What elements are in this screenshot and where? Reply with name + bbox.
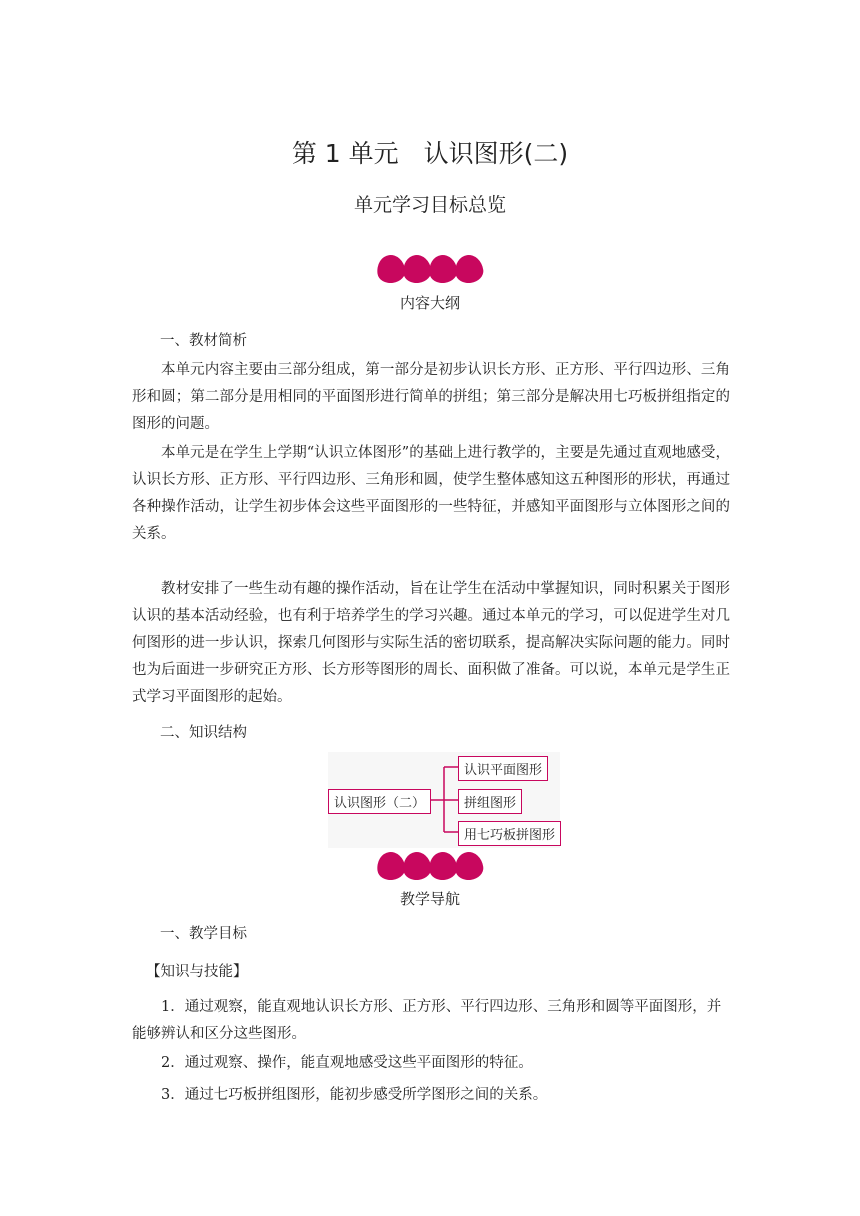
paragraph-2: 本单元是在学生上学期“认识立体图形”的基础上进行教学的，主要是先通过直观地感受，认识长方形、正方形、平行四边形、三角形和圆，使学生整体感知这五种图形的形状，再通过各种操作活动，让学生初步体会这些平面图形的一些特征，并感知平面图形与立体图形之间的关系。 [132,445,730,542]
petal-icon [375,850,407,882]
petal-icon [453,850,485,882]
diagram-root-node: 认识图形（二） [328,789,431,814]
petal-icon [375,253,407,285]
petal-ornament-1 [0,255,860,283]
paragraph-3: 教材安排了一些生动有趣的操作活动，旨在让学生在活动中掌握知识，同时积累关于图形认识的基本活动经验，也有利于培养学生的学习兴趣。通过本单元的学习，可以促进学生对几何图形的进一步认识，探索几何图形与实际生活的密切联系，提高解决实际问题的能力。同时也为后面进一步研究正方形、长方形等图形的周长、面积做了准备。可以说，本单元是学生正式学习平面图形的起始。 [132,581,730,705]
page-subtitle: 单元学习目标总览 [353,194,506,216]
section-label-outline: 内容大纲 [399,294,460,312]
diagram-branch-node: 认识平面图形 [458,756,548,781]
section-label-teaching-guide: 教学导航 [399,890,460,908]
petal-icon [401,850,433,882]
heading-teaching-goals: 一、教学目标 [160,926,247,942]
goal-item-1: 1．通过观察，能直观地认识长方形、正方形、平行四边形、三角形和圆等平面图形，并能够辨认和区分这些图形。 [132,999,722,1042]
diagram-branch-node: 用七巧板拼图形 [458,821,561,846]
knowledge-structure-diagram [328,752,560,848]
petal-ornament-2 [0,852,860,880]
petal-icon [401,253,433,285]
goal-item-3: 3．通过七巧板拼组图形，能初步感受所学图形之间的关系。 [161,1087,548,1103]
goal-item-2: 2．通过观察、操作，能直观地感受这些平面图形的特征。 [161,1055,533,1071]
paragraph-1: 本单元内容主要由三部分组成，第一部分是初步认识长方形、正方形、平行四边形、三角形和圆；第二部分是用相同的平面图形进行简单的拼组；第三部分是解决用七巧板拼组指定的图形的问题。 [132,362,730,432]
subheading-knowledge-skills: 【知识与技能】 [146,964,248,980]
petal-icon [427,850,459,882]
heading-textbook-analysis: 一、教材简析 [160,333,247,349]
petal-icon [427,253,459,285]
heading-knowledge-structure: 二、知识结构 [160,725,247,741]
page-title: 第 1 单元 认识图形(二) [291,139,569,168]
petal-icon [453,253,485,285]
diagram-branch-node: 拼组图形 [458,789,522,814]
